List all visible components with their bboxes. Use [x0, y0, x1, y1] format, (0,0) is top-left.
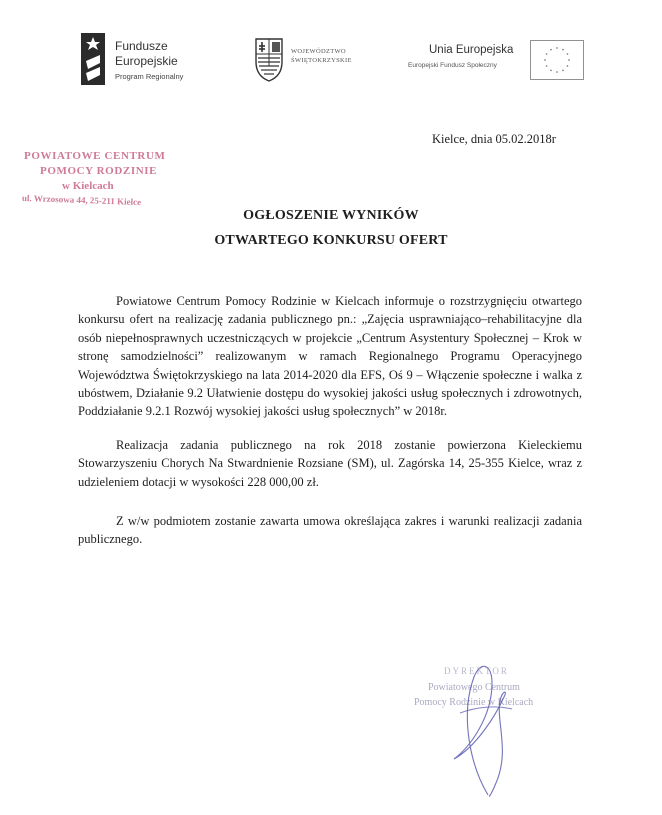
stamp-line3: w Kielcach	[62, 180, 114, 192]
handwritten-signature-icon	[400, 655, 600, 805]
fundusze-line3: Program Regionalny	[115, 72, 184, 81]
swietokrzyskie-line2: ŚWIĘTOKRZYSKIE	[291, 57, 352, 64]
paragraph-contract: Z w/w podmiotem zostanie zawarta umowa określająca zakres i warunki realizacji zadania publicznego.	[78, 514, 582, 547]
fundusze-europejskie-emblem-icon	[80, 31, 110, 87]
swietokrzyskie-logo	[253, 36, 373, 84]
swietokrzyskie-line1: WOJEWÓDZTWO	[291, 48, 346, 55]
document-title-line1: OGŁOSZENIE WYNIKÓW	[243, 208, 419, 223]
signature-stamp-line1: DYREKTOR	[444, 666, 509, 676]
eu-flag-icon	[530, 40, 584, 80]
paragraph-announcement: Powiatowe Centrum Pomocy Rodzinie w Kielcach informuje o rozstrzygnięciu otwartego konkursu ofert na realizację zadania publicznego pn.: „Zajęcia usprawniająco–rehabilitacyjne dla osób niepełnosprawnych uczestniczących w projekcie „Centrum Asystentury Społecznej – Krok w stronę samodzielności” realizowanym w ramach Regionalnego Programu Operacyjnego Województwa Świętokrzyskiego na lata 2014-2020 dla EFS, Oś 9 – Włączenie społeczne i walka z ubóstwem, Działanie 9.2 Ułatwienie dostępu do wysokiej jakości usług społecznych i zdrowotnych, Poddziałanie 9.2.1 Rozwój wysokiej jakości usług społecznych” w 2018r.	[78, 294, 582, 419]
signature-stamp-line2: Powiatowego Centrum	[428, 682, 520, 693]
stamp-line4: ul. Wrzosowa 44, 25-211 Kielce	[21, 192, 142, 208]
unia-title: Unia Europejska	[429, 44, 514, 56]
stamp-line2: POMOCY RODZINIE	[40, 165, 158, 177]
paragraph-grant: Realizacja zadania publicznego na rok 2018 zostanie powierzona Kieleckiemu Stowarzyszeniu Chorych Na Stwardnienie Rozsiane (SM), ul. Zagórska 14, 25-355 Kielce, wraz z udzieleniem dotacji w wysokości 228 000,00 zł.	[78, 438, 582, 489]
coat-of-arms-icon	[253, 36, 287, 84]
unia-europejska-logo	[408, 37, 588, 87]
fundusze-europejskie-logo	[80, 31, 230, 87]
fundusze-line2: Europejskie	[115, 54, 178, 68]
document-date: Kielce, dnia 05.02.2018r	[432, 132, 556, 146]
unia-subtitle: Europejski Fundusz Społeczny	[408, 62, 497, 69]
director-signature-stamp	[400, 655, 600, 805]
signature-stamp-line3: Pomocy Rodzinie w Kielcach	[414, 697, 534, 708]
fundusze-line1: Fundusze	[115, 39, 168, 53]
stamp-line1: POWIATOWE CENTRUM	[24, 150, 166, 162]
document-title-line2: OTWARTEGO KONKURSU OFERT	[214, 233, 448, 248]
